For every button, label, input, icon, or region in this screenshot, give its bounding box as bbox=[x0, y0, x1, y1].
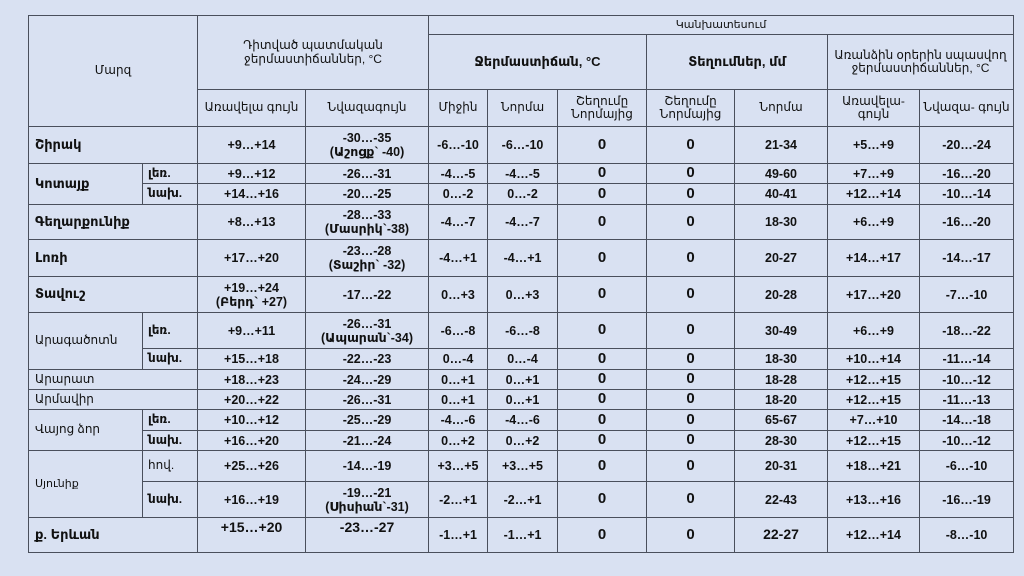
special-max: +6…+9 bbox=[828, 205, 920, 240]
header-avg: Միջին bbox=[429, 90, 488, 127]
dev-temp: 0 bbox=[558, 431, 647, 451]
observed-max-note: (Բերդ` +27) bbox=[215, 294, 288, 309]
table-row bbox=[29, 370, 1014, 390]
norm: 0…+1 bbox=[488, 370, 558, 390]
dev-temp: 0 bbox=[558, 410, 647, 431]
table-row bbox=[29, 184, 1014, 205]
observed-max: +10…+12 bbox=[198, 410, 306, 431]
avg: -4…-7 bbox=[429, 205, 488, 240]
dev-precip: 0 bbox=[647, 349, 735, 370]
zone-label: նախ. bbox=[143, 349, 198, 370]
dev-temp: 0 bbox=[558, 349, 647, 370]
observed-min: -22…-23 bbox=[306, 349, 429, 370]
special-max: +12…+14 bbox=[828, 184, 920, 205]
header-observed-min: Նվազագույն bbox=[306, 90, 429, 127]
observed-min: -24…-29 bbox=[306, 370, 429, 390]
special-max: +12…+14 bbox=[828, 518, 920, 553]
avg: 0…+3 bbox=[429, 277, 488, 313]
special-min: -7…-10 bbox=[920, 277, 1014, 313]
header-special-max: Առավելա- գույն bbox=[828, 90, 920, 127]
special-min: -14…-18 bbox=[920, 410, 1014, 431]
region-name: Տավուշ bbox=[29, 277, 198, 313]
observed-min bbox=[306, 205, 429, 240]
region-name: Գեղարքունիք bbox=[29, 205, 198, 240]
special-max: +18…+21 bbox=[828, 451, 920, 482]
dev-precip: 0 bbox=[647, 431, 735, 451]
header-special-min: Նվազա- գույն bbox=[920, 90, 1014, 127]
dev-precip: 0 bbox=[647, 390, 735, 410]
avg: -4…-6 bbox=[429, 410, 488, 431]
zone-label: լեռ. bbox=[143, 410, 198, 431]
norm: 0…+1 bbox=[488, 390, 558, 410]
climate-forecast-table bbox=[28, 15, 1014, 553]
dev-precip: 0 bbox=[647, 164, 735, 184]
zone-label: նախ. bbox=[143, 184, 198, 205]
dev-temp: 0 bbox=[558, 313, 647, 349]
table-row bbox=[29, 164, 1014, 184]
observed-max-value: +19…+24 bbox=[224, 280, 279, 295]
zone-label: նախ. bbox=[143, 482, 198, 518]
avg: 0…+1 bbox=[429, 370, 488, 390]
dev-precip: 0 bbox=[647, 184, 735, 205]
precip-norm: 20-27 bbox=[735, 240, 828, 277]
special-max: +14…+17 bbox=[828, 240, 920, 277]
avg: +3…+5 bbox=[429, 451, 488, 482]
precip-norm: 30-49 bbox=[735, 313, 828, 349]
observed-max: +16…+20 bbox=[198, 431, 306, 451]
norm: -6…-8 bbox=[488, 313, 558, 349]
dev-precip: 0 bbox=[647, 240, 735, 277]
observed-min: -26…-31 bbox=[306, 164, 429, 184]
observed-max: +9…+12 bbox=[198, 164, 306, 184]
precip-norm: 28-30 bbox=[735, 431, 828, 451]
observed-min bbox=[306, 313, 429, 349]
table-row bbox=[29, 277, 1014, 313]
special-max: +12…+15 bbox=[828, 390, 920, 410]
table-row bbox=[29, 349, 1014, 370]
observed-min: -14…-19 bbox=[306, 451, 429, 482]
special-max: +12…+15 bbox=[828, 431, 920, 451]
observed-max: +14…+16 bbox=[198, 184, 306, 205]
region-name: Շիրակ bbox=[29, 127, 198, 164]
observed-min: -20…-25 bbox=[306, 184, 429, 205]
precip-norm: 18-30 bbox=[735, 205, 828, 240]
table-row bbox=[29, 431, 1014, 451]
table-row bbox=[29, 410, 1014, 431]
dev-temp: 0 bbox=[558, 184, 647, 205]
special-min: -18…-22 bbox=[920, 313, 1014, 349]
precip-norm: 21-34 bbox=[735, 127, 828, 164]
avg: -2…+1 bbox=[429, 482, 488, 518]
table-row bbox=[29, 390, 1014, 410]
observed-min: -25…-29 bbox=[306, 410, 429, 431]
dev-precip: 0 bbox=[647, 451, 735, 482]
observed-min-value: -28…-33 bbox=[342, 208, 392, 222]
observed-min-note: (Աշոցք` -40) bbox=[329, 145, 405, 159]
special-min: -10…-12 bbox=[920, 431, 1014, 451]
observed-min bbox=[306, 240, 429, 277]
precip-norm: 20-28 bbox=[735, 277, 828, 313]
observed-max: +16…+19 bbox=[198, 482, 306, 518]
header-dev-norm-temp: Շեղումը Նորմայից bbox=[558, 90, 647, 127]
observed-min-note: (Ապարան`-34) bbox=[321, 330, 413, 345]
dev-temp: 0 bbox=[558, 240, 647, 277]
table-row bbox=[29, 518, 1014, 553]
avg: -4…+1 bbox=[429, 240, 488, 277]
special-min: -8…-10 bbox=[920, 518, 1014, 553]
dev-temp: 0 bbox=[558, 277, 647, 313]
table-row bbox=[29, 482, 1014, 518]
precip-norm: 40-41 bbox=[735, 184, 828, 205]
dev-temp: 0 bbox=[558, 370, 647, 390]
observed-max: +9…+11 bbox=[198, 313, 306, 349]
table-row bbox=[29, 240, 1014, 277]
avg: 0…+1 bbox=[429, 390, 488, 410]
avg: -4…-5 bbox=[429, 164, 488, 184]
norm: 0…+3 bbox=[488, 277, 558, 313]
avg: -6…-8 bbox=[429, 313, 488, 349]
observed-min-note: (Սիսիան`-31) bbox=[325, 499, 409, 514]
zone-label: լեռ. bbox=[143, 164, 198, 184]
dev-temp: 0 bbox=[558, 518, 647, 553]
dev-precip: 0 bbox=[647, 518, 735, 553]
region-name: Սյունիք bbox=[29, 451, 143, 518]
observed-max: +15…+20 bbox=[198, 518, 306, 553]
header-observed: Դիտված պատմական ջերմաստիճաններ, °C bbox=[198, 16, 429, 90]
observed-min: -23…-27 bbox=[306, 518, 429, 553]
special-max: +17…+20 bbox=[828, 277, 920, 313]
region-name: Լոռի bbox=[29, 240, 198, 277]
precip-norm: 65-67 bbox=[735, 410, 828, 431]
header-region: Մարզ bbox=[29, 16, 198, 127]
dev-temp: 0 bbox=[558, 390, 647, 410]
header-precip-norm: Նորմա bbox=[735, 90, 828, 127]
special-min: -16…-20 bbox=[920, 164, 1014, 184]
special-min: -10…-12 bbox=[920, 370, 1014, 390]
norm: -4…-5 bbox=[488, 164, 558, 184]
region-name: ք. Երևան bbox=[29, 518, 198, 553]
dev-precip: 0 bbox=[647, 277, 735, 313]
dev-temp: 0 bbox=[558, 482, 647, 518]
avg: 0…-4 bbox=[429, 349, 488, 370]
region-name: Արմավիր bbox=[29, 390, 198, 410]
observed-max bbox=[198, 277, 306, 313]
header-temperature: Ջերմաստիճան, °C bbox=[429, 35, 647, 90]
observed-min: -26…-31 bbox=[306, 390, 429, 410]
precip-norm: 22-27 bbox=[735, 518, 828, 553]
observed-min: -21…-24 bbox=[306, 431, 429, 451]
dev-precip: 0 bbox=[647, 410, 735, 431]
header-special-days: Առանձին օրերին սպասվող ջերմաստիճաններ, °C bbox=[828, 35, 1014, 90]
region-name: Կոտայք bbox=[29, 164, 143, 205]
region-name: Արագածոտն bbox=[29, 313, 143, 370]
special-min: -11…-13 bbox=[920, 390, 1014, 410]
special-min: -14…-17 bbox=[920, 240, 1014, 277]
special-max: +12…+15 bbox=[828, 370, 920, 390]
dev-temp: 0 bbox=[558, 205, 647, 240]
special-max: +6…+9 bbox=[828, 313, 920, 349]
special-max: +10…+14 bbox=[828, 349, 920, 370]
special-max: +13…+16 bbox=[828, 482, 920, 518]
special-max: +7…+9 bbox=[828, 164, 920, 184]
special-min: -16…-20 bbox=[920, 205, 1014, 240]
norm: 0…-4 bbox=[488, 349, 558, 370]
norm: -4…+1 bbox=[488, 240, 558, 277]
header-dev-norm-precip: Շեղումը Նորմայից bbox=[647, 90, 735, 127]
observed-max: +8…+13 bbox=[198, 205, 306, 240]
observed-max: +9…+14 bbox=[198, 127, 306, 164]
norm: -4…-7 bbox=[488, 205, 558, 240]
zone-label: հով. bbox=[143, 451, 198, 482]
dev-temp: 0 bbox=[558, 127, 647, 164]
observed-min-note: (Տաշիր` -32) bbox=[328, 258, 406, 272]
avg: 0…-2 bbox=[429, 184, 488, 205]
special-min: -11…-14 bbox=[920, 349, 1014, 370]
precip-norm: 18-30 bbox=[735, 349, 828, 370]
avg: 0…+2 bbox=[429, 431, 488, 451]
norm: +3…+5 bbox=[488, 451, 558, 482]
observed-min bbox=[306, 127, 429, 164]
header-observed-max: Առավելա գույն bbox=[198, 90, 306, 127]
region-name: Արարատ bbox=[29, 370, 198, 390]
dev-temp: 0 bbox=[558, 164, 647, 184]
norm: -4…-6 bbox=[488, 410, 558, 431]
norm: 0…+2 bbox=[488, 431, 558, 451]
dev-temp: 0 bbox=[558, 451, 647, 482]
observed-min-value: -23…-28 bbox=[342, 244, 392, 258]
observed-min-value: -26…-31 bbox=[342, 316, 392, 331]
norm: -2…+1 bbox=[488, 482, 558, 518]
dev-precip: 0 bbox=[647, 370, 735, 390]
norm: -1…+1 bbox=[488, 518, 558, 553]
avg: -1…+1 bbox=[429, 518, 488, 553]
observed-min-note: (Մասրիկ`-38) bbox=[324, 222, 410, 236]
table-row bbox=[29, 127, 1014, 164]
table-row bbox=[29, 313, 1014, 349]
header-norm: Նորմա bbox=[488, 90, 558, 127]
observed-max: +15…+18 bbox=[198, 349, 306, 370]
norm: -6…-10 bbox=[488, 127, 558, 164]
avg: -6…-10 bbox=[429, 127, 488, 164]
precip-norm: 18-20 bbox=[735, 390, 828, 410]
table-row bbox=[29, 451, 1014, 482]
observed-max: +17…+20 bbox=[198, 240, 306, 277]
observed-min: -17…-22 bbox=[306, 277, 429, 313]
precip-norm: 49-60 bbox=[735, 164, 828, 184]
observed-min-value: -30…-35 bbox=[342, 131, 392, 145]
zone-label: նախ. bbox=[143, 431, 198, 451]
observed-min bbox=[306, 482, 429, 518]
special-max: +5…+9 bbox=[828, 127, 920, 164]
special-min: -6…-10 bbox=[920, 451, 1014, 482]
precip-norm: 20-31 bbox=[735, 451, 828, 482]
observed-min-value: -19…-21 bbox=[342, 485, 392, 500]
observed-max: +25…+26 bbox=[198, 451, 306, 482]
special-max: +7…+10 bbox=[828, 410, 920, 431]
observed-max: +18…+23 bbox=[198, 370, 306, 390]
precip-norm: 22-43 bbox=[735, 482, 828, 518]
special-min: -20…-24 bbox=[920, 127, 1014, 164]
precip-norm: 18-28 bbox=[735, 370, 828, 390]
norm: 0…-2 bbox=[488, 184, 558, 205]
special-min: -10…-14 bbox=[920, 184, 1014, 205]
dev-precip: 0 bbox=[647, 313, 735, 349]
observed-max: +20…+22 bbox=[198, 390, 306, 410]
dev-precip: 0 bbox=[647, 482, 735, 518]
dev-precip: 0 bbox=[647, 205, 735, 240]
dev-precip: 0 bbox=[647, 127, 735, 164]
header-forecast: Կանխատեսում bbox=[429, 16, 1014, 35]
header-precipitation: Տեղումներ, մմ bbox=[647, 35, 828, 90]
region-name: Վայոց ձոր bbox=[29, 410, 143, 451]
special-min: -16…-19 bbox=[920, 482, 1014, 518]
zone-label: լեռ. bbox=[143, 313, 198, 349]
table-row bbox=[29, 205, 1014, 240]
